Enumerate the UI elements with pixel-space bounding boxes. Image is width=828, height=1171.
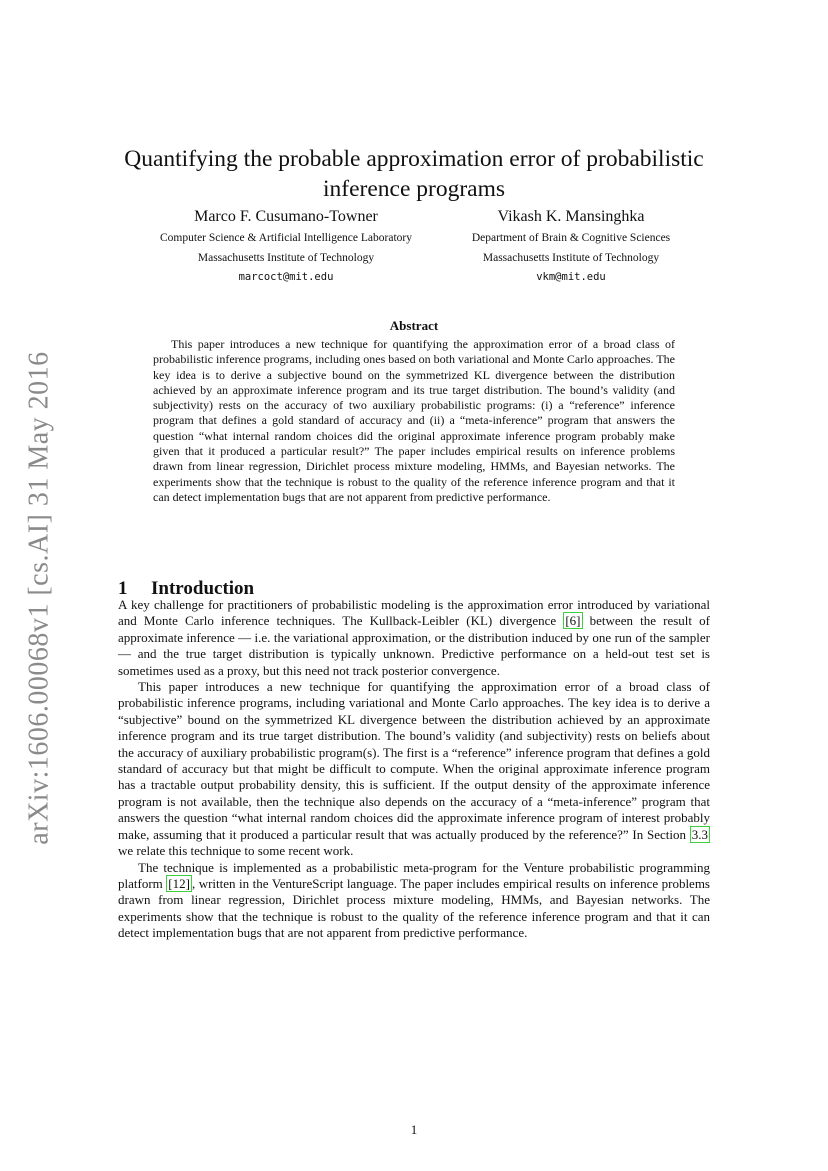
paragraph-text: we relate this technique to some recent work.: [118, 843, 354, 859]
author-affiliation: Department of Brain & Cognitive Sciences: [471, 232, 671, 244]
paragraph-text: between the result of approximate inference — i.e. the variational approximation, or the distribution induced by one run of the sampler — and the true target distribution is typically unknown. Predictive performance on a held-out test set is sometimes used as a proxy, but this need not track posterior convergence.: [118, 613, 710, 678]
author-block-1: [136, 206, 436, 287]
abstract-text: This paper introduces a new technique for quantifying the approximation error of a broad class of probabilistic inference programs, including ones based on both variational and Monte Carlo approaches. The key idea is to derive a subjective bound on the symmetrized KL divergence between the distribution achieved by an approximate inference program and its true target distribution. The bound’s validity (and subjectivity) rests on the accuracy of two auxiliary probabilistic programs: (i) a “reference” inference program that defines a gold standard of accuracy and (ii) a “meta-inference” program that answers the question “what internal random choices did the original approximate inference program probably make given that it produced a particular result?” The paper includes empirical results on inference problems drawn from linear regression, Dirichlet process mixture modeling, HMMs, and Bayesian networks. The experiments show that the technique is robust to the quality of the reference inference program and that it can detect implementation bugs that are not apparent from predictive performance.: [153, 337, 675, 504]
author-name: Marco F. Cusumano-Towner: [194, 208, 378, 225]
paragraph-text: A key challenge for practitioners of probabilistic modeling is the approximation error introduced by variational and Monte Carlo inference techniques. The Kullback-Leibler (KL) divergence: [118, 597, 710, 629]
section-number: 1: [118, 577, 128, 599]
title-line-2: inference programs: [322, 175, 506, 202]
arxiv-identifier-text: arXiv:1606.00068v1 [cs.AI] 31 May 2016: [24, 351, 55, 845]
title-line-1: Quantifying the probable approximation error of probabilistic: [124, 145, 704, 172]
paragraph-text: This paper introduces a new technique for quantifying the approximation error of a broad class of probabilistic inference programs, including variational and Monte Carlo approaches. The key idea is to derive a “subjective” bound on the symmetrized KL divergence between the distribution achieved by an approximate inference program and its true target distribution. The bound’s validity (and subjectivity) rests on beliefs about the accuracy of auxiliary probabilistic program(s). The first is a “reference” inference program that defines a gold standard of accuracy but that might be difficult to compute. When the original approximate inference program has a tractable output probability density, this is sufficient. If the output density of the approximate inference program is not available, then the technique also depends on the accuracy of a “meta-inference” program that answers the question “what internal random choices did the approximate inference program of interest probably make, assuming that it produced a particular result that was actually produced by the reference?” In Section: [118, 679, 710, 842]
intro-paragraph-3: [118, 860, 710, 942]
paragraph-text: The technique is implemented as a probabilistic meta-program for the Venture probabilistic programming platform: [118, 859, 710, 891]
author-affiliation: Computer Science & Artificial Intelligence Laboratory: [160, 232, 412, 244]
author-email[interactable]: marcoct@mit.edu: [238, 271, 334, 283]
abstract-heading: Abstract: [389, 318, 439, 333]
arxiv-identifier: [18, 338, 62, 858]
intro-paragraph-1: [118, 597, 710, 679]
paper-title: [100, 144, 728, 204]
section-link[interactable]: 3.3: [691, 826, 708, 842]
page-number: 1: [410, 1122, 418, 1137]
intro-paragraph-2: [118, 679, 710, 859]
section-body: [118, 597, 710, 942]
author-institution: Massachusetts Institute of Technology: [482, 252, 660, 264]
paragraph-text: , written in the VentureScript language. The paper includes empirical results on inference problems drawn from linear regression, Dirichlet process mixture modeling, HMMs, and Bayesian networks. The experiments show that the technique is robust to the quality of the reference inference program and that it can detect implementation bugs that are not apparent from predictive performance.: [118, 875, 710, 941]
author-name: Vikash K. Mansinghka: [497, 208, 645, 225]
citation-link[interactable]: [6]: [565, 613, 581, 629]
author-email[interactable]: vkm@mit.edu: [536, 271, 606, 283]
author-block-2: [446, 206, 696, 287]
section-title: Introduction: [151, 577, 255, 599]
author-institution: Massachusetts Institute of Technology: [197, 252, 375, 264]
citation-link[interactable]: [12]: [168, 875, 190, 891]
